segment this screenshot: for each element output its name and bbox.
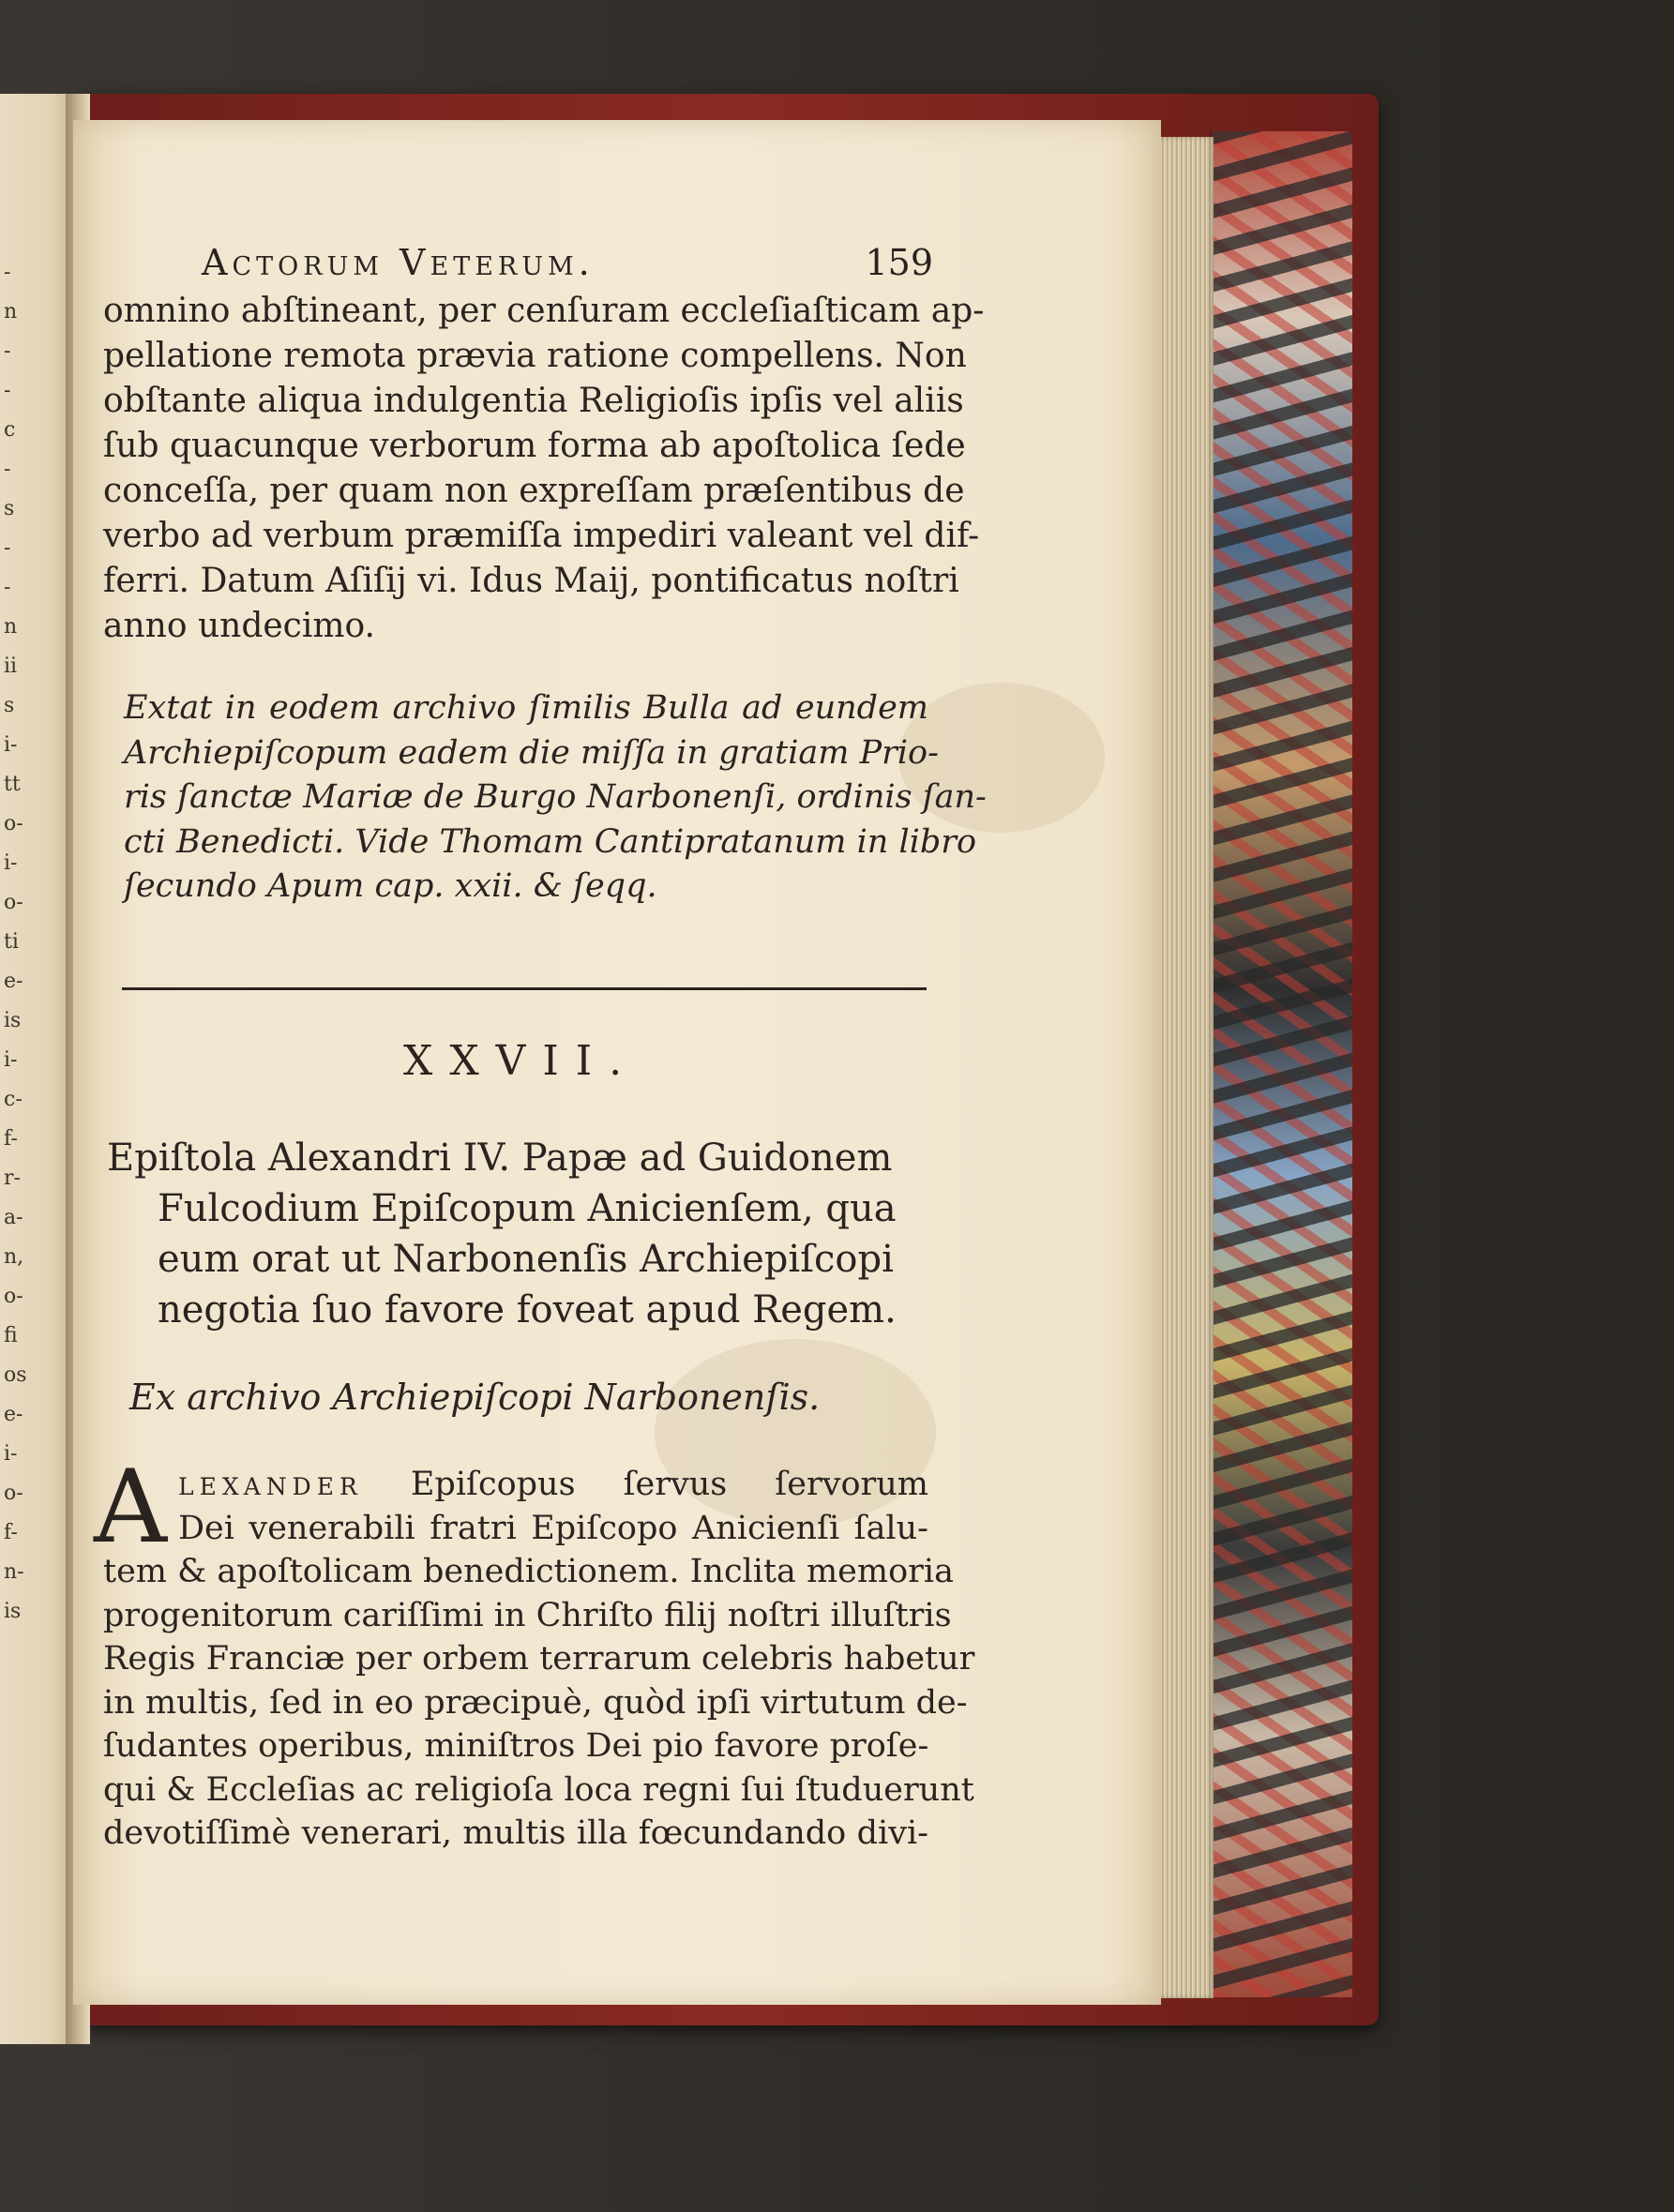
margin-fragment: i- [4, 1442, 18, 1466]
letter-line: Dei venerabili fratri Epiſcopo Anicienſi ſalu- [178, 1509, 928, 1547]
margin-fragment: s [4, 497, 15, 520]
heading-line: eum orat ut Narbonenſis Archiepiſcopi [158, 1238, 894, 1281]
margin-fragment: os [4, 1363, 27, 1387]
marbled-edge [1210, 131, 1352, 1997]
margin-fragment: i- [4, 733, 18, 757]
section-heading [107, 1133, 945, 1335]
margin-fragment: o- [4, 1482, 23, 1505]
margin-fragment: - [4, 261, 11, 284]
heading-line: Epiſtola Alexandri IV. Papæ ad Guidonem [107, 1136, 893, 1180]
margin-fragment: n [4, 615, 18, 639]
note-line: cti Benedicti. Vide Thomam Cantipratanum in libro [124, 822, 977, 861]
margin-fragment: n [4, 300, 18, 324]
letter-line: ſudantes operibus, miniſtros Dei pio favore proſe- [103, 1727, 929, 1765]
running-head [202, 242, 933, 283]
letter-line: qui & Eccleſias ac religioſa loca regni ſui ſtuduerunt [103, 1770, 974, 1809]
letter-text [103, 1463, 975, 1856]
letter-line: progenitorum cariſſimi in Chriſto filij noſtri illuſtris [103, 1596, 952, 1634]
margin-fragment: f- [4, 1127, 18, 1151]
margin-fragment: - [4, 458, 11, 481]
heading-line: negotia ſuo favore foveat apud Regem. [158, 1288, 897, 1332]
margin-fragment: a- [4, 1206, 23, 1229]
margin-fragment: - [4, 536, 11, 560]
drop-cap: A [94, 1449, 167, 1566]
letter-line: devotiſſimè venerari, multis illa fœcundando divi- [103, 1814, 928, 1852]
margin-fragment: tt [4, 773, 21, 796]
text-line: obſtante aliqua indulgentia Religioſis ipſis vel aliis [103, 382, 964, 420]
margin-fragment: - [4, 576, 11, 599]
italic-note [124, 686, 987, 910]
note-line: ſecundo Apum cap. xxii. & ſeqq. [124, 867, 657, 905]
source-line: Ex archivo Archiepiſcopi Narbonenſis. [129, 1377, 821, 1418]
margin-fragment: e- [4, 1403, 23, 1426]
letter-line: in multis, ſed in eo præcipuè, quòd ipſi virtutum de- [103, 1683, 968, 1722]
note-line: Archiepiſcopum eadem die miſſa in gratiam Prio- [124, 733, 939, 772]
letter-line: tem & apoſtolicam benedictionem. Inclita memoria [103, 1553, 954, 1590]
text-line: ferri. Datum Aſiſij vi. Idus Maij, pontificatus noſtri [103, 562, 959, 600]
letter-line: Regis Franciæ per orbem terrarum celebris habetur [103, 1640, 975, 1678]
text-line: omnino abſtineant, per cenſuram eccleſiaſticam ap- [103, 292, 985, 330]
margin-fragment: f- [4, 1521, 18, 1544]
margin-fragment: i- [4, 1048, 18, 1072]
letter-first-line [103, 1463, 928, 1507]
body-text [103, 289, 985, 649]
previous-page-margin-text [4, 253, 60, 1632]
margin-fragment: fi [4, 1324, 18, 1347]
margin-fragment: is [4, 1600, 22, 1623]
section-divider [122, 987, 927, 990]
margin-fragment: o- [4, 891, 23, 914]
heading-line: Fulcodium Epiſcopum Anicienſem, qua [158, 1187, 897, 1230]
text-line: pellatione remota prævia ratione compellens. Non [103, 337, 967, 375]
note-line: ris ſanctæ Mariæ de Burgo Narbonenſi, ordinis ſan- [124, 778, 987, 816]
first-word-rest: lexander [178, 1466, 363, 1503]
page-stack-edge [1155, 137, 1214, 1998]
margin-fragment: n- [4, 1560, 24, 1584]
text-line: conceſſa, per quam non expreſſam præſentibus de [103, 472, 965, 510]
margin-fragment: is [4, 1009, 22, 1032]
text-line: ſub quacunque verborum forma ab apoſtolica ſede [103, 427, 966, 465]
margin-fragment: r- [4, 1166, 21, 1190]
text-line: verbo ad verbum præmiſſa impediri valeant vel dif- [103, 517, 980, 555]
first-line-rest: Epiſcopus ſervus ſervorum [410, 1466, 928, 1503]
margin-fragment: n, [4, 1245, 24, 1269]
margin-fragment: - [4, 339, 11, 363]
section-number: XXVII. [403, 1037, 640, 1085]
page-number: 159 [865, 242, 933, 283]
margin-fragment: o- [4, 812, 23, 835]
margin-fragment: - [4, 379, 11, 402]
margin-fragment: ii [4, 655, 18, 678]
margin-fragment: o- [4, 1285, 23, 1308]
running-head-title: Actorum Veterum. [202, 242, 595, 283]
previous-page [0, 94, 73, 2044]
margin-fragment: s [4, 694, 15, 717]
margin-fragment: c- [4, 1088, 23, 1111]
margin-fragment: e- [4, 970, 23, 993]
note-line: Extat in eodem archivo ſimilis Bulla ad eundem [124, 689, 928, 727]
margin-fragment: i- [4, 851, 18, 875]
margin-fragment: c [4, 418, 16, 442]
margin-fragment: ti [4, 930, 19, 954]
text-line: anno undecimo. [103, 607, 375, 645]
